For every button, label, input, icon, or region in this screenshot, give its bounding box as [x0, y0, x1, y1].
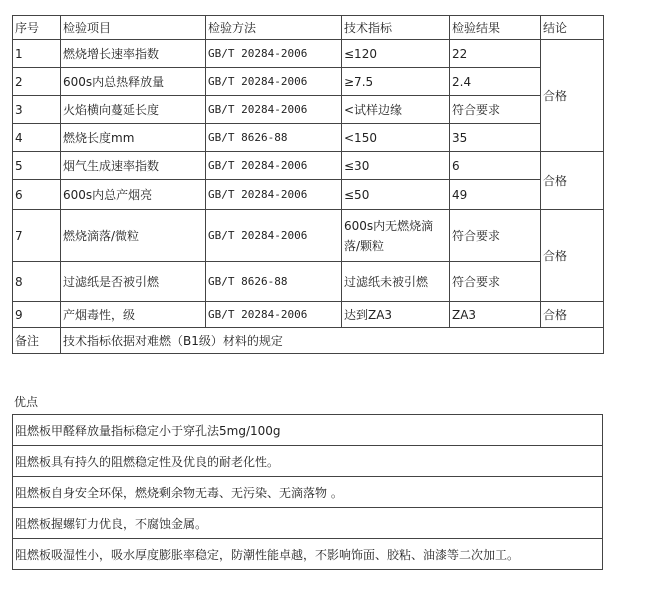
inspection-table [12, 15, 604, 354]
test-result: 49 [450, 180, 541, 210]
header-cell: 序号 [13, 16, 61, 40]
header-cell: 技术指标 [342, 16, 450, 40]
row-number: 1 [13, 40, 61, 68]
row-number: 6 [13, 180, 61, 210]
test-method: GB/T 20284-2006 [206, 180, 342, 210]
test-item: 过滤纸是否被引燃 [61, 262, 206, 302]
table-row [13, 96, 604, 124]
advantage-row [13, 539, 603, 570]
note-row [13, 328, 604, 354]
test-method: GB/T 20284-2006 [206, 302, 342, 328]
row-number: 7 [13, 210, 61, 262]
test-result: ZA3 [450, 302, 541, 328]
table-row [13, 262, 604, 302]
advantage-item: 阻燃板甲醛释放量指标稳定小于穿孔法5mg/100g [13, 415, 603, 446]
spec-value: ≥7.5 [342, 68, 450, 96]
header-cell: 检验项目 [61, 16, 206, 40]
test-result: 符合要求 [450, 262, 541, 302]
table-row [13, 180, 604, 210]
row-number: 9 [13, 302, 61, 328]
note-label: 备注 [13, 328, 61, 354]
spec-value: 达到ZA3 [342, 302, 450, 328]
test-item: 600s内总热释放量 [61, 68, 206, 96]
row-number: 3 [13, 96, 61, 124]
test-method: GB/T 20284-2006 [206, 96, 342, 124]
advantage-row [13, 477, 603, 508]
test-result: 符合要求 [450, 210, 541, 262]
test-item: 烟气生成速率指数 [61, 152, 206, 180]
spec-value: <试样边缘 [342, 96, 450, 124]
advantage-row [13, 446, 603, 477]
table-row [13, 152, 604, 180]
test-item: 600s内总产烟亮 [61, 180, 206, 210]
test-item: 燃烧滴落/微粒 [61, 210, 206, 262]
test-method: GB/T 20284-2006 [206, 68, 342, 96]
conclusion-cell: 合格 [541, 40, 604, 152]
advantage-row [13, 508, 603, 539]
conclusion-cell: 合格 [541, 152, 604, 210]
advantage-row [13, 415, 603, 446]
table-row [13, 210, 604, 262]
table-row [13, 68, 604, 96]
test-item: 燃烧长度mm [61, 124, 206, 152]
conclusion-cell: 合格 [541, 210, 604, 302]
row-number: 5 [13, 152, 61, 180]
spec-value: ≤30 [342, 152, 450, 180]
test-method: GB/T 8626-88 [206, 124, 342, 152]
spec-value: ≤50 [342, 180, 450, 210]
test-method: GB/T 8626-88 [206, 262, 342, 302]
test-result: 6 [450, 152, 541, 180]
conclusion-cell: 合格 [541, 302, 604, 328]
header-cell: 检验方法 [206, 16, 342, 40]
test-method: GB/T 20284-2006 [206, 40, 342, 68]
test-item: 产烟毒性，级 [61, 302, 206, 328]
test-method: GB/T 20284-2006 [206, 152, 342, 180]
advantage-item: 阻燃板自身安全环保，燃烧剩余物无毒、无污染、无滴落物 。 [13, 477, 603, 508]
advantage-item: 阻燃板吸湿性小，吸水厚度膨胀率稳定，防潮性能卓越，不影响饰面、胶粘、油漆等二次加工。 [13, 539, 603, 570]
spec-value: <150 [342, 124, 450, 152]
row-number: 4 [13, 124, 61, 152]
table-header-row [13, 16, 604, 40]
advantages-title: 优点 [14, 395, 39, 409]
header-cell: 检验结果 [450, 16, 541, 40]
spec-value: 过滤纸未被引燃 [342, 262, 450, 302]
test-result: 2.4 [450, 68, 541, 96]
advantage-item: 阻燃板具有持久的阻燃稳定性及优良的耐老化性。 [13, 446, 603, 477]
test-item: 燃烧增长速率指数 [61, 40, 206, 68]
test-method: GB/T 20284-2006 [206, 210, 342, 262]
header-cell: 结论 [541, 16, 604, 40]
advantages-table [12, 414, 603, 570]
table-row [13, 40, 604, 68]
spec-value: 600s内无燃烧滴落/颗粒 [342, 210, 450, 262]
test-result: 22 [450, 40, 541, 68]
advantage-item: 阻燃板握螺钉力优良，不腐蚀金属。 [13, 508, 603, 539]
test-item: 火焰横向蔓延长度 [61, 96, 206, 124]
row-number: 2 [13, 68, 61, 96]
test-result: 35 [450, 124, 541, 152]
test-result: 符合要求 [450, 96, 541, 124]
table-row [13, 302, 604, 328]
table-row [13, 124, 604, 152]
spec-value: ≤120 [342, 40, 450, 68]
note-text: 技术指标依据对难燃（B1级）材料的规定 [61, 328, 604, 354]
row-number: 8 [13, 262, 61, 302]
